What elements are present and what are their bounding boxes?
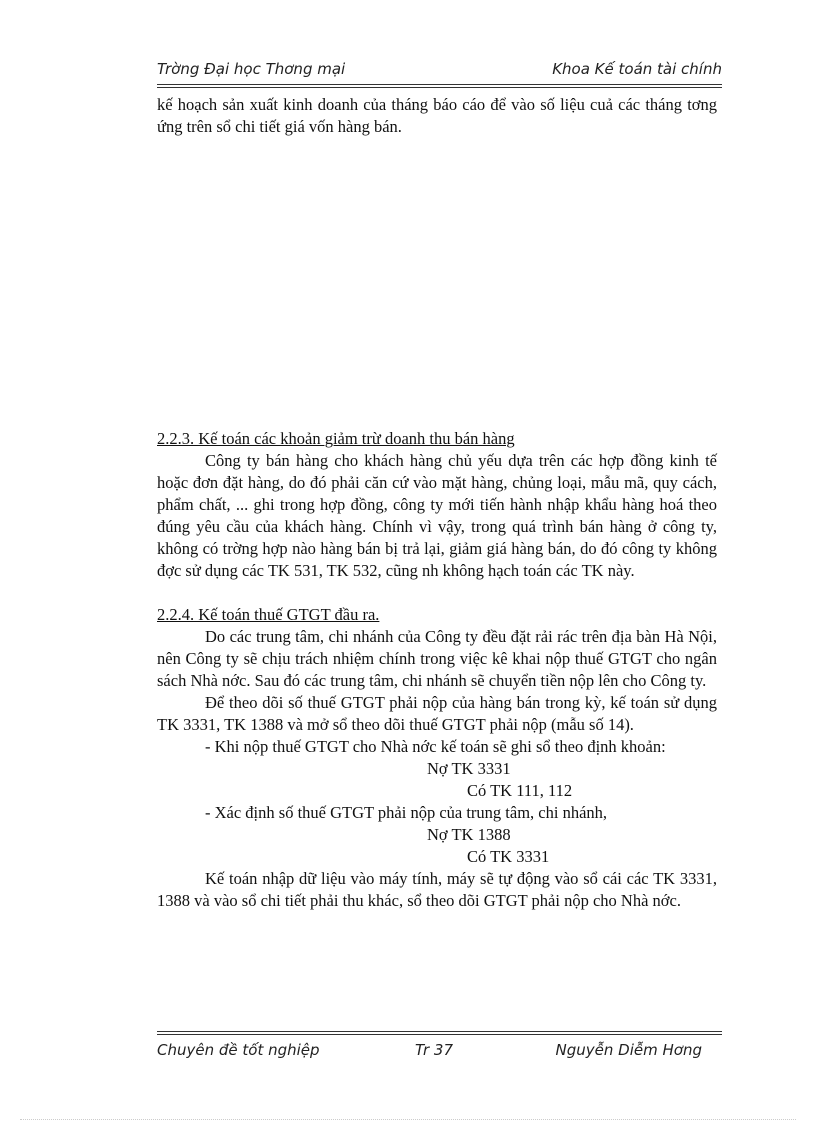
section-223-paragraph: Công ty bán hàng cho khách hàng chủ yếu dựa trên các hợp đồng kinh tế hoặc đơn đặt hàng, do đó phải căn cứ vào mặt hàng, chủng loại, mẫu mã, quy cách, phẩm chất, ... ghi trong hợp đồng, công ty mới tiến hành nhập khẩu hàng hoá theo đúng yêu cầu của khách hàng. Chính vì vậy, trong quá trình bán hàng ở công ty, không có trờng hợp nào hàng bán bị trả lại, giảm giá hàng bán, do đó công ty không đợc sử dụng các TK 531, TK 532, cũng nh không hạch toán các TK này. (157, 451, 717, 580)
entry1-debit: Nợ TK 3331 (427, 759, 511, 778)
page-edge (20, 1119, 796, 1120)
header-rule-2 (157, 87, 722, 88)
header-school: Trờng Đại học Thơng mại (157, 60, 346, 78)
footer-title: Chuyên đề tốt nghiệp (157, 1041, 320, 1059)
entry2-debit: Nợ TK 1388 (427, 825, 511, 844)
section-223 (157, 428, 717, 912)
section-224-para3: - Khi nộp thuế GTGT cho Nhà nớc kế toán sẽ ghi sổ theo định khoản: (205, 737, 666, 756)
intro-block (157, 94, 717, 138)
section-224-para1: Do các trung tâm, chi nhánh của Công ty đều đặt rải rác trên địa bàn Hà Nội, nên Công ty sẽ chịu trách nhiệm chính trong việc kê khai nộp thuế GTGT cho ngân sách Nhà nớc. Sau đó các trung tâm, chi nhánh sẽ chuyển tiền nộp lên cho Công ty. (157, 627, 717, 690)
header-faculty: Khoa Kế toán tài chính (552, 60, 722, 78)
section-224-para2: Để theo dõi số thuế GTGT phải nộp của hàng bán trong kỳ, kế toán sử dụng TK 3331, TK 1388 và mở sổ theo dõi thuế GTGT phải nộp (mẫu số 14). (157, 693, 717, 734)
page-number: Tr 37 (415, 1041, 454, 1059)
footer-rule-2 (157, 1034, 722, 1035)
intro-paragraph: kế hoạch sản xuất kinh doanh của tháng báo cáo để vào số liệu cuả các tháng tơng ứng trên sổ chi tiết giá vốn hàng bán. (157, 95, 717, 136)
footer-rule (157, 1031, 722, 1032)
entry1-credit: Có TK 111, 112 (467, 781, 573, 800)
page-header (157, 60, 722, 78)
section-224-para5: Kế toán nhập dữ liệu vào máy tính, máy sẽ tự động vào sổ cái các TK 3331, 1388 và vào sổ chi tiết phải thu khác, sổ theo dõi GTGT phải nộp cho Nhà nớc. (157, 869, 717, 910)
section-223-heading: 2.2.3. Kế toán các khoản giảm trừ doanh thu bán hàng (157, 429, 515, 448)
header-rule (157, 84, 722, 85)
entry2-credit: Có TK 3331 (467, 847, 550, 866)
section-224-para4: - Xác định số thuế GTGT phải nộp của trung tâm, chi nhánh, (205, 803, 608, 822)
footer-author: Nguyễn Diễm Hơng (555, 1041, 702, 1059)
spacer (157, 582, 717, 604)
section-224-heading: 2.2.4. Kế toán thuế GTGT đầu ra. (157, 605, 380, 624)
